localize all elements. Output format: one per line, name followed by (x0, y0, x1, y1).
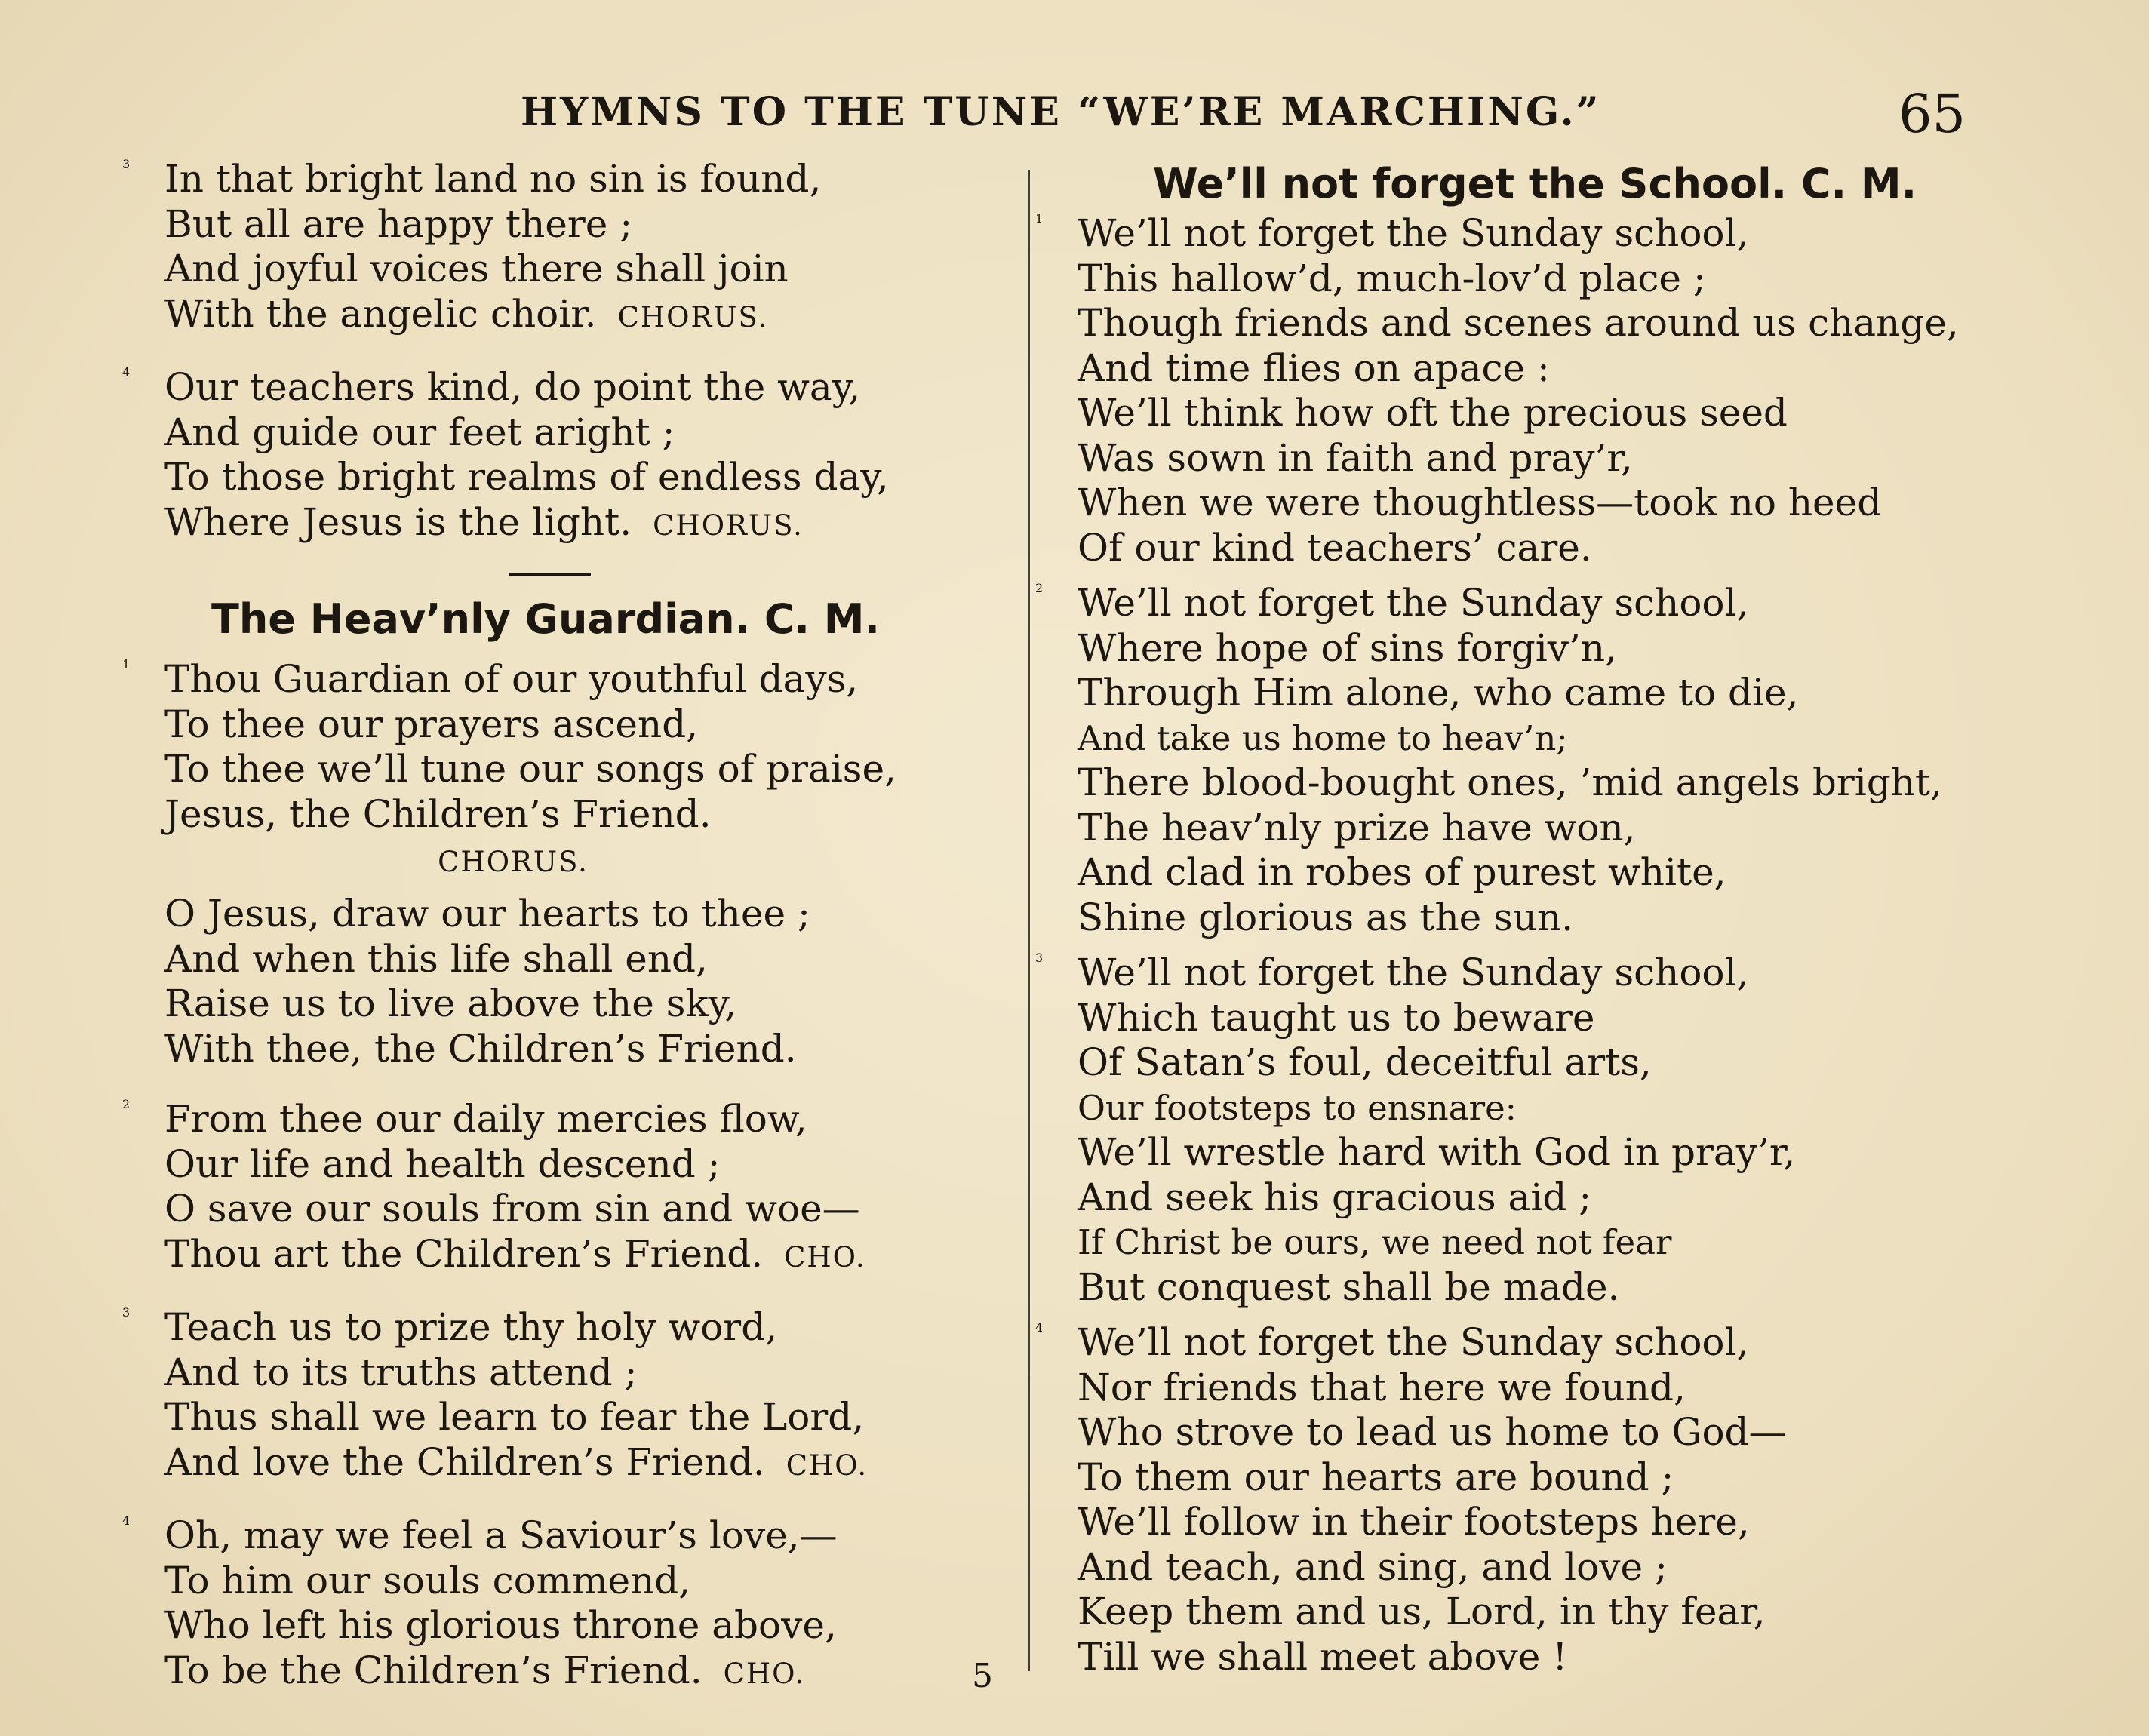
stanza-number: 3 (122, 1305, 131, 1320)
verse-line: The heav’nly prize have won, (1078, 805, 1636, 850)
chorus-tag: CHORUS. (653, 509, 804, 542)
verse-line: To thee we’ll tune our songs of praise, (164, 747, 896, 791)
hymn-title: We’ll not forget the School. C. M. (1153, 160, 1917, 207)
stanza-number: 2 (1035, 581, 1044, 595)
verse-line: But all are happy there ; (164, 201, 633, 246)
verse-line (128, 1232, 988, 1280)
verse-line: We’ll not forget the Sunday school, (1078, 1320, 1749, 1364)
verse-line: Our footsteps to ensnare: (1078, 1087, 1517, 1128)
verse-line: Where hope of sins forgiv’n, (1078, 625, 1618, 670)
verse-line: Our life and health descend ; (164, 1141, 721, 1186)
verse-line: O Jesus, draw our hearts to thee ; (164, 892, 810, 936)
verse-line: O save our souls from sin and woe— (164, 1187, 860, 1231)
hymn-title: The Heav’nly Guardian. C. M. (211, 595, 881, 643)
verse-line: Who left his glorious throne above, (164, 1603, 837, 1647)
verse-line: And teach, and sing, and love ; (1078, 1544, 1668, 1589)
verse-line: Of Satan’s foul, deceitful arts, (1078, 1040, 1652, 1084)
stanza-number: 4 (1035, 1320, 1044, 1335)
verse-line: Thus shall we learn to fear the Lord, (164, 1395, 865, 1439)
chorus-tag: CHORUS. (617, 300, 769, 333)
stanza (122, 657, 988, 837)
verse-text: Thou art the Children’s Friend. (164, 1231, 764, 1276)
verse-line: With thee, the Children’s Friend. (164, 1026, 797, 1071)
verse-line: We’ll not forget the Sunday school, (1078, 951, 1749, 994)
chorus (128, 892, 988, 1071)
verse-line: But conquest shall be made. (1078, 1264, 1620, 1309)
verse-line: Raise us to live above the sky, (164, 982, 737, 1025)
stanza-number: 2 (122, 1097, 131, 1111)
verse-text: Where Jesus is the light. (164, 499, 632, 544)
verse-line: Till we shall meet above ! (1078, 1634, 1568, 1679)
verse-line: When we were thoughtless—took no heed (1078, 481, 1882, 524)
stanza (1035, 951, 2007, 1310)
verse-line: And take us home to heav’n; (1078, 717, 1568, 758)
verse-line: Of our kind teachers’ care. (1078, 525, 1592, 570)
right-column (1035, 157, 2007, 1705)
stanza-number: 4 (122, 1513, 131, 1528)
verse-line: From thee our daily mercies flow, (164, 1097, 807, 1141)
verse-line: Though friends and scenes around us change, (1078, 301, 1959, 345)
verse-line: Keep them and us, Lord, in thy fear, (1078, 1590, 1766, 1633)
verse-line: Our teachers kind, do point the way, (164, 365, 861, 409)
stanza (122, 1305, 988, 1488)
stanza-number: 4 (122, 365, 131, 379)
verse-text: To be the Children’s Friend. (164, 1648, 702, 1692)
stanza-number: 3 (122, 157, 131, 171)
verse-line (128, 292, 988, 340)
verse-line: There blood-bought ones, ’mid angels bright, (1078, 760, 1942, 804)
verse-line: And seek his gracious aid ; (1078, 1175, 1592, 1219)
verse-line: Who strove to lead us home to God— (1078, 1410, 1787, 1454)
verse-line: In that bright land no sin is found, (164, 157, 822, 201)
verse-line: Teach us to prize thy holy word, (164, 1305, 778, 1349)
verse-line: To those bright realms of endless day, (164, 455, 889, 499)
signature-mark: 5 (972, 1657, 993, 1695)
verse-line: And to its truths attend ; (164, 1350, 638, 1394)
verse-line: Jesus, the Children’s Friend. (164, 791, 712, 836)
verse-text: With the angelic choir. (164, 291, 597, 336)
verse-line: Oh, may we feel a Saviour’s love,— (164, 1513, 838, 1557)
verse-text: And love the Children’s Friend. (164, 1439, 765, 1484)
column-divider (1028, 170, 1030, 1671)
verse-line: We’ll wrestle hard with God in pray’r, (1078, 1130, 1796, 1174)
page-number: 65 (1898, 83, 1966, 145)
verse-line: If Christ be ours, we need not fear (1078, 1222, 1672, 1262)
verse-line: We’ll think how oft the precious seed (1078, 391, 1788, 435)
running-head: HYMNS TO THE TUNE “WE’RE MARCHING.” (521, 89, 1601, 135)
verse-line: And time flies on apace : (1078, 346, 1550, 390)
chorus-heading: CHORUS. (438, 846, 589, 878)
stanza (1035, 581, 2007, 940)
verse-line: Shine glorious as the sun. (1078, 895, 1574, 939)
verse-line: We’ll not forget the Sunday school, (1078, 581, 1749, 625)
verse-line: Thou Guardian of our youthful days, (164, 657, 859, 701)
verse-line: And joyful voices there shall join (164, 247, 789, 290)
stanza (122, 157, 988, 340)
section-rule (509, 573, 591, 576)
chorus-tag: CHO. (723, 1657, 806, 1690)
left-column (122, 157, 988, 1722)
verse-line (128, 1648, 988, 1697)
verse-line: Through Him alone, who came to die, (1078, 671, 1799, 714)
verse-line: Was sown in faith and pray’r, (1078, 435, 1633, 480)
verse-line (128, 500, 988, 548)
verse-line (128, 1440, 988, 1489)
verse-line: Nor friends that here we found, (1078, 1365, 1686, 1409)
verse-line: To them our hearts are bound ; (1078, 1455, 1674, 1499)
verse-line: And clad in robes of purest white, (1078, 850, 1726, 894)
stanza-number: 1 (1035, 211, 1044, 226)
stanza (1035, 211, 2007, 570)
stanza (122, 365, 988, 548)
stanza (1035, 1320, 2007, 1679)
chorus-tag: CHO. (786, 1449, 869, 1482)
verse-line: To him our souls commend, (164, 1558, 691, 1602)
stanza-number: 3 (1035, 951, 1044, 965)
verse-line: And when this life shall end, (164, 936, 708, 981)
verse-line: We’ll follow in their footsteps here, (1078, 1500, 1750, 1544)
verse-line: We’ll not forget the Sunday school, (1078, 211, 1749, 255)
stanza-number: 1 (122, 657, 131, 671)
verse-line: This hallow’d, much-lov’d place ; (1078, 256, 1706, 300)
verse-line: To thee our prayers ascend, (164, 702, 699, 746)
stanza (122, 1513, 988, 1696)
verse-line: Which taught us to beware (1078, 995, 1595, 1040)
chorus-tag: CHO. (784, 1240, 866, 1274)
verse-line: And guide our feet aright ; (164, 410, 675, 454)
stanza (122, 1097, 988, 1280)
